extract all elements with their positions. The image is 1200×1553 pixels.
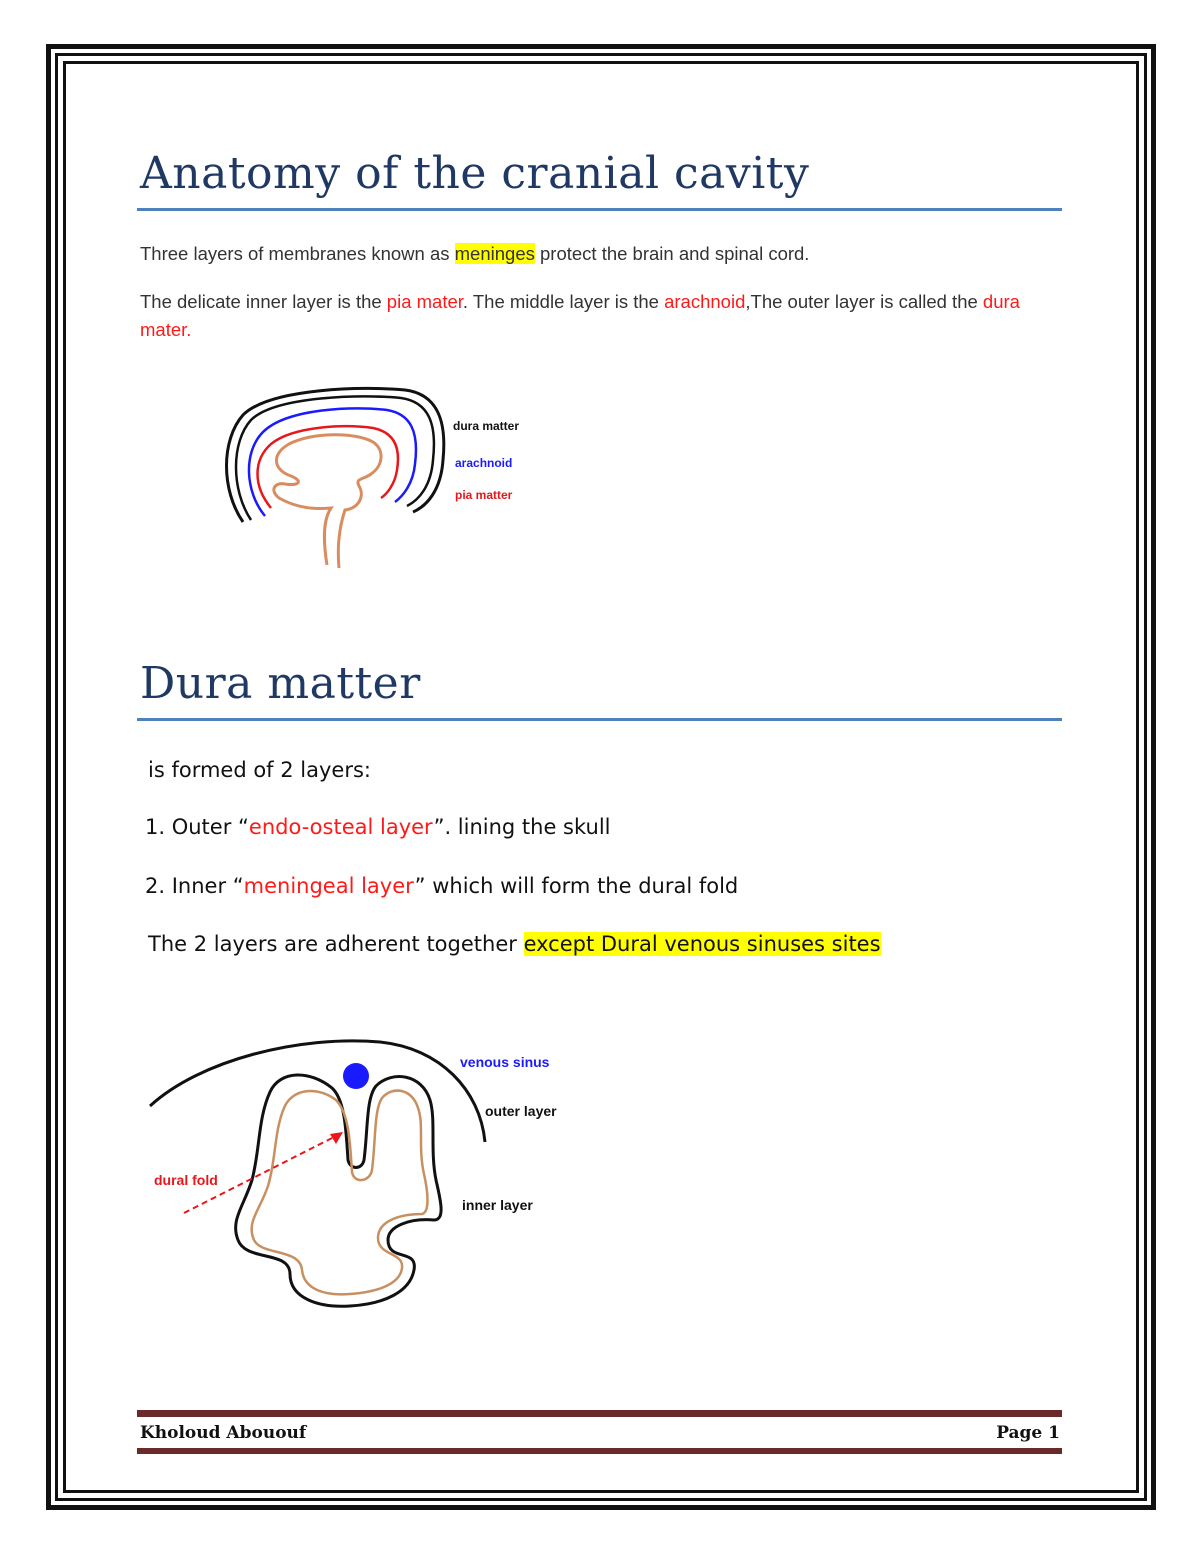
- paragraph-meninges: [140, 240, 1040, 268]
- text: The 2 layers are adherent together: [148, 932, 524, 956]
- label-arachnoid: arachnoid: [455, 456, 513, 470]
- dura-intro: is formed of 2 layers:: [148, 758, 371, 782]
- text: Three layers of membranes known as: [140, 243, 455, 264]
- dural-fold-diagram: [140, 1030, 590, 1330]
- text: ”. lining the skull: [433, 815, 611, 839]
- arachnoid-line: [249, 408, 416, 516]
- term-arachnoid: arachnoid: [664, 291, 746, 312]
- term-dura-mater: dura mater.: [140, 291, 1020, 340]
- section-title-cranial-cavity: Anatomy of the cranial cavity: [140, 148, 810, 199]
- list-item-inner-layer: [145, 874, 1045, 898]
- term-endo-osteal: endo-osteal layer: [248, 815, 434, 839]
- text: protect the brain and spinal cord.: [534, 243, 810, 264]
- label-venous-sinus: venous sinus: [460, 1054, 550, 1070]
- note-adherent: [148, 932, 1048, 956]
- list-item-outer-layer: [145, 815, 1045, 839]
- label-outer-layer: outer layer: [485, 1103, 557, 1119]
- footer-bar-top: [137, 1410, 1062, 1417]
- text: . The middle layer is the: [462, 291, 665, 312]
- section-title-dura-matter: Dura matter: [140, 658, 421, 709]
- text: ,The outer layer is called the: [745, 291, 983, 312]
- text: ” which will form the dural fold: [414, 874, 739, 898]
- label-pia-matter: pia matter: [455, 488, 513, 502]
- footer-author: Kholoud Abououf: [140, 1423, 307, 1443]
- heading-rule: [137, 718, 1062, 721]
- brain-outline: [252, 1091, 428, 1295]
- label-dura-matter: dura matter: [453, 419, 520, 433]
- meninges-diagram: [215, 380, 535, 575]
- footer-bar-bottom: [137, 1448, 1062, 1454]
- label-inner-layer: inner layer: [462, 1197, 533, 1213]
- label-dural-fold: dural fold: [154, 1172, 218, 1188]
- footer-page-number: Page 1: [996, 1423, 1060, 1443]
- highlight-meninges: meninges: [454, 243, 535, 264]
- text: 1. Outer “: [145, 815, 249, 839]
- term-meningeal: meningeal layer: [243, 874, 415, 898]
- text: The delicate inner layer is the: [140, 291, 387, 312]
- term-pia-mater: pia mater: [386, 291, 463, 312]
- paragraph-layers: [140, 288, 1040, 344]
- text: 2. Inner “: [145, 874, 244, 898]
- brain-outline: [274, 435, 381, 568]
- highlight-except-sinuses: except Dural venous sinuses sites: [523, 932, 881, 956]
- venous-sinus-dot: [343, 1063, 369, 1089]
- heading-rule: [137, 208, 1062, 211]
